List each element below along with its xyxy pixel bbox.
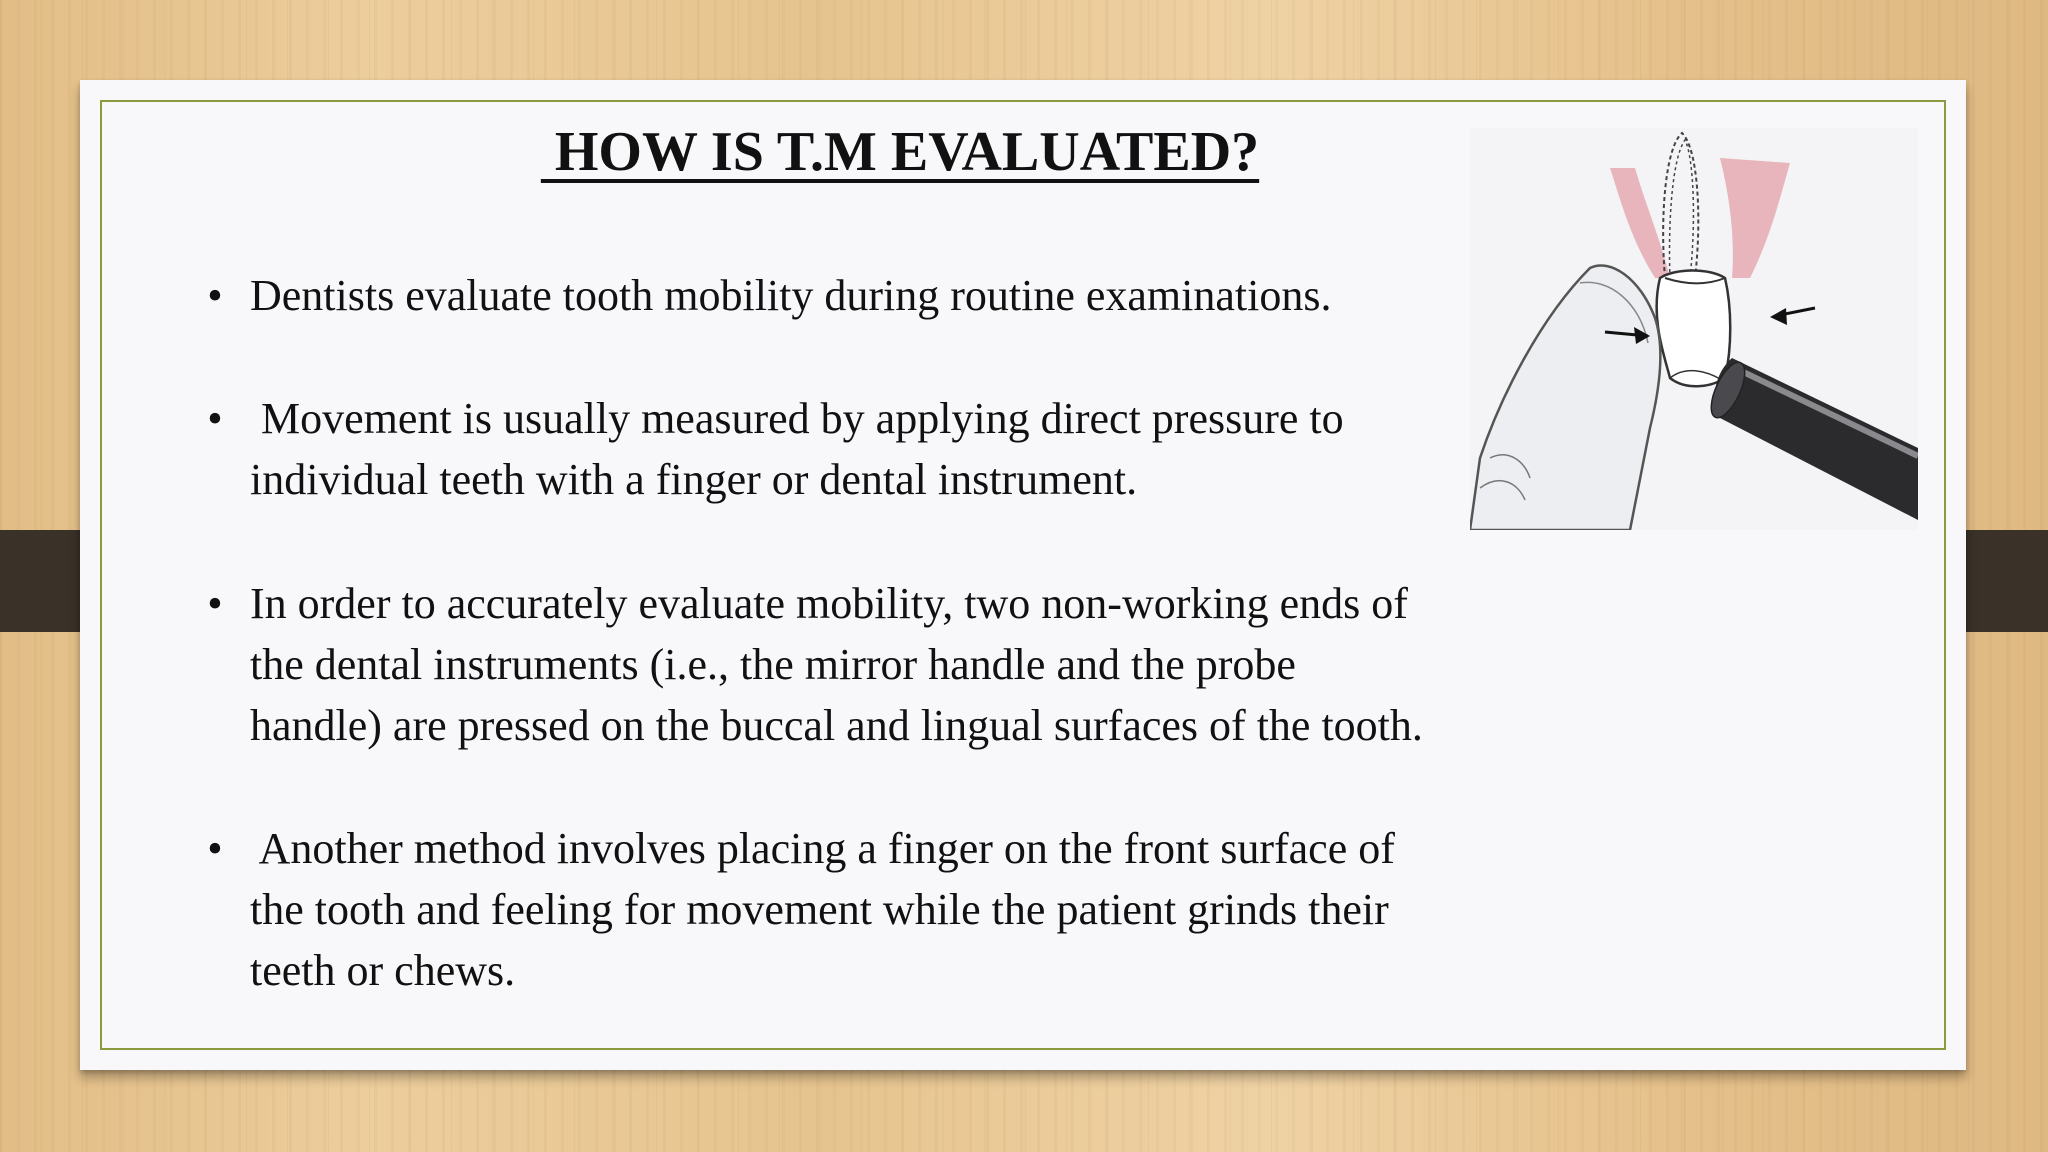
tooth-mobility-illustration-icon <box>1470 128 1918 530</box>
root-outline-inner <box>1670 140 1694 278</box>
bullet-text: In order to accurately evaluate mobility, two non-working ends of the dental instruments (i.e., the mirror handle and the probe handle) are pressed on the buccal and lingual surfaces of the tooth. <box>250 579 1423 750</box>
slide-title: HOW IS T.M EVALUATED? <box>540 121 1260 183</box>
gum-right <box>1720 158 1790 278</box>
bullet-marker: • <box>207 394 223 443</box>
bullet-text: Another method involves placing a finger on the front surface of the tooth and feeling for movement while the patient grinds their teeth or chews. <box>250 824 1395 995</box>
tooth-crown <box>1657 271 1731 387</box>
bullet-text: Movement is usually measured by applying direct pressure to individual teeth with a finger or dental instrument. <box>250 394 1344 504</box>
bullet-marker: • <box>207 271 223 320</box>
gum-left <box>1610 168 1670 278</box>
arrow-right-head-icon <box>1770 308 1787 325</box>
bullet-marker: • <box>207 579 223 628</box>
bullet-marker: • <box>207 824 223 873</box>
slide-paper <box>80 80 1966 1070</box>
bullet-text: Dentists evaluate tooth mobility during routine examinations. <box>250 271 1332 320</box>
